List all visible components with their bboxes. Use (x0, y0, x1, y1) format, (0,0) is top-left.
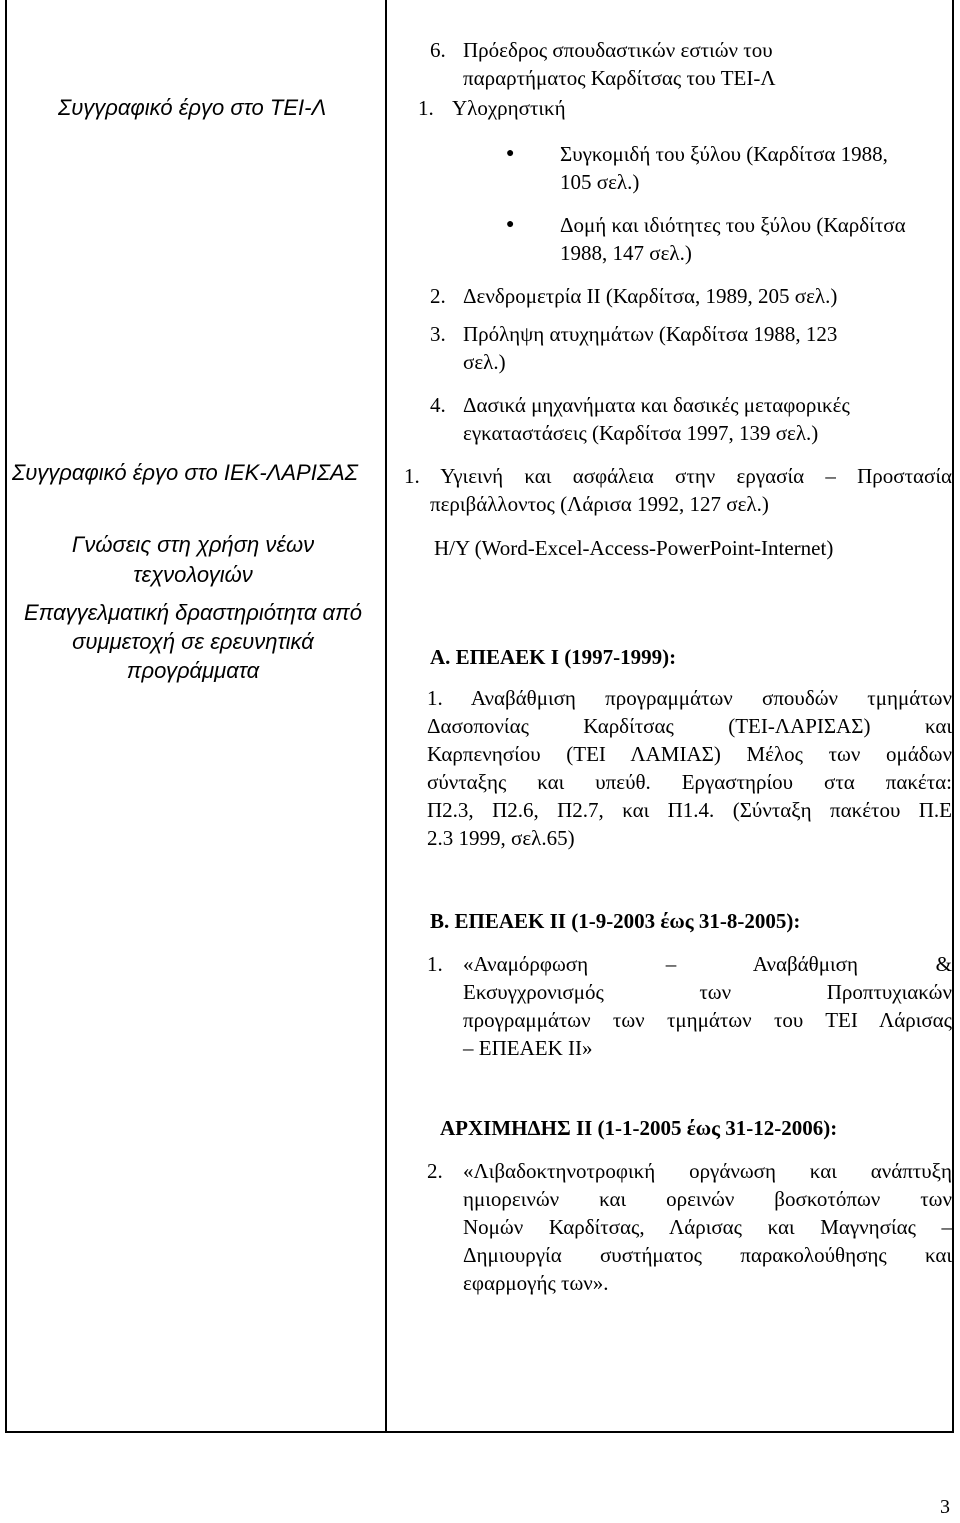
b-item1-line4: – ΕΠΕΑΕΚ ΙΙ» (463, 1036, 593, 1060)
a-item1-line6: 2.3 1999, σελ.65) (427, 826, 575, 850)
tei-item1-number: 1. (418, 96, 434, 120)
b-item1-line3: προγραμμάτων των τμημάτων του ΤΕΙ Λάρισας (463, 1008, 952, 1032)
research-label-line1: Επαγγελματική δραστηριότητα από (23, 600, 363, 625)
tech-knowledge-label-line1: Γνώσεις στη χρήση νέων (71, 532, 315, 557)
a-item1-line5: Π2.3, Π2.6, Π2.7, και Π1.4. (Σύνταξη πακέτου Π.Ε (427, 798, 952, 822)
c-item2-line2: ημιορεινών και ορεινών βοσκοτόπων των (463, 1187, 952, 1211)
b-item1-line2: Εκσυγχρονισμός των Προπτυχιακών (463, 980, 952, 1004)
tei-item4-line2: εγκαταστάσεις (Καρδίτσα 1997, 139 σελ.) (463, 421, 819, 445)
iek-item1-line2: περιβάλλοντος (Λάρισα 1992, 127 σελ.) (430, 492, 769, 516)
tei-item2-title: Δενδρομετρία ΙΙ (Καρδίτσα, 1989, 205 σελ.) (463, 284, 838, 308)
section-a-title: Α. ΕΠΕΑΕΚ Ι (1997-1999): (430, 645, 677, 669)
research-label-line2: συμμετοχή σε ερευνητικά (72, 629, 314, 654)
c-item2-number: 2. (427, 1159, 443, 1183)
section-c-title: ΑΡΧΙΜΗΔΗΣ ΙΙ (1-1-2005 έως 31-12-2006): (440, 1116, 838, 1140)
item6-line1: Πρόεδρος σπουδαστικών εστιών του (463, 38, 773, 62)
tei-item3-line1: Πρόληψη ατυχημάτων (Καρδίτσα 1988, 123 (463, 322, 838, 346)
tei-item4-number: 4. (430, 393, 446, 417)
c-item2-line3: Νομών Καρδίτσας, Λάρισας και Μαγνησίας – (463, 1215, 952, 1239)
bullet1-line2: 105 σελ.) (560, 170, 640, 194)
column-divider (385, 0, 387, 1433)
bullet-icon: ● (506, 146, 515, 161)
tei-item3-number: 3. (430, 322, 446, 346)
tei-item4-line1: Δασικά μηχανήματα και δασικές μεταφορικές (463, 393, 850, 417)
writing-iek-label: Συγγραφικό έργο στο ΙΕΚ-ΛΑΡΙΣΑΣ (12, 460, 358, 485)
b-item1-line1: «Αναμόρφωση – Αναβάθμιση & (463, 952, 952, 976)
a-item1-line2: Δασοπονίας Καρδίτσας (ΤΕΙ-ΛΑΡΙΣΑΣ) και (427, 714, 952, 738)
writing-tei-label: Συγγραφικό έργο στο ΤΕΙ-Λ (58, 95, 327, 120)
a-item1-line3: Καρπενησίου (ΤΕΙ ΛΑΜΙΑΣ) Μέλος των ομάδων (427, 742, 952, 766)
tei-item1-title: Υλοχρηστική (452, 96, 566, 120)
c-item2-line5: εφαρμογής των». (463, 1271, 609, 1295)
section-b-title: Β. ΕΠΕΑΕΚ ΙΙ (1-9-2003 έως 31-8-2005): (430, 909, 801, 933)
bullet1-line1: Συγκομιδή του ξύλου (Καρδίτσα 1988, (560, 142, 888, 166)
tei-item3-line2: σελ.) (463, 350, 506, 374)
iek-item1-line1: 1. Υγιεινή και ασφάλεια στην εργασία – Προστασία (404, 464, 952, 488)
bullet2-line1: Δομή και ιδιότητες του ξύλου (Καρδίτσα (560, 213, 906, 237)
b-item1-number: 1. (427, 952, 443, 976)
item6-number: 6. (430, 38, 446, 62)
research-label-line3: προγράμματα (126, 658, 260, 683)
tech-knowledge-label-line2: τεχνολογιών (133, 562, 253, 587)
bullet-icon: ● (506, 217, 515, 232)
computer-skills: Η/Υ (Word-Excel-Access-PowerPoint-Internet) (434, 536, 834, 560)
bullet2-line2: 1988, 147 σελ.) (560, 241, 692, 265)
c-item2-line4: Δημιουργία συστήματος παρακολούθησης και (463, 1243, 952, 1267)
a-item1-line4: σύνταξης και υπεύθ. Εργαστηρίου στα πακέτα: (427, 770, 952, 794)
item6-line2: παραρτήματος Καρδίτσας του ΤΕΙ-Λ (463, 66, 776, 90)
tei-item2-number: 2. (430, 284, 446, 308)
page-number: 3 (940, 1496, 950, 1518)
a-item1-line1: 1. Αναβάθμιση προγραμμάτων σπουδών τμημάτων (427, 686, 952, 710)
c-item2-line1: «Λιβαδοκτηνοτροφική οργάνωση και ανάπτυξη (463, 1159, 952, 1183)
